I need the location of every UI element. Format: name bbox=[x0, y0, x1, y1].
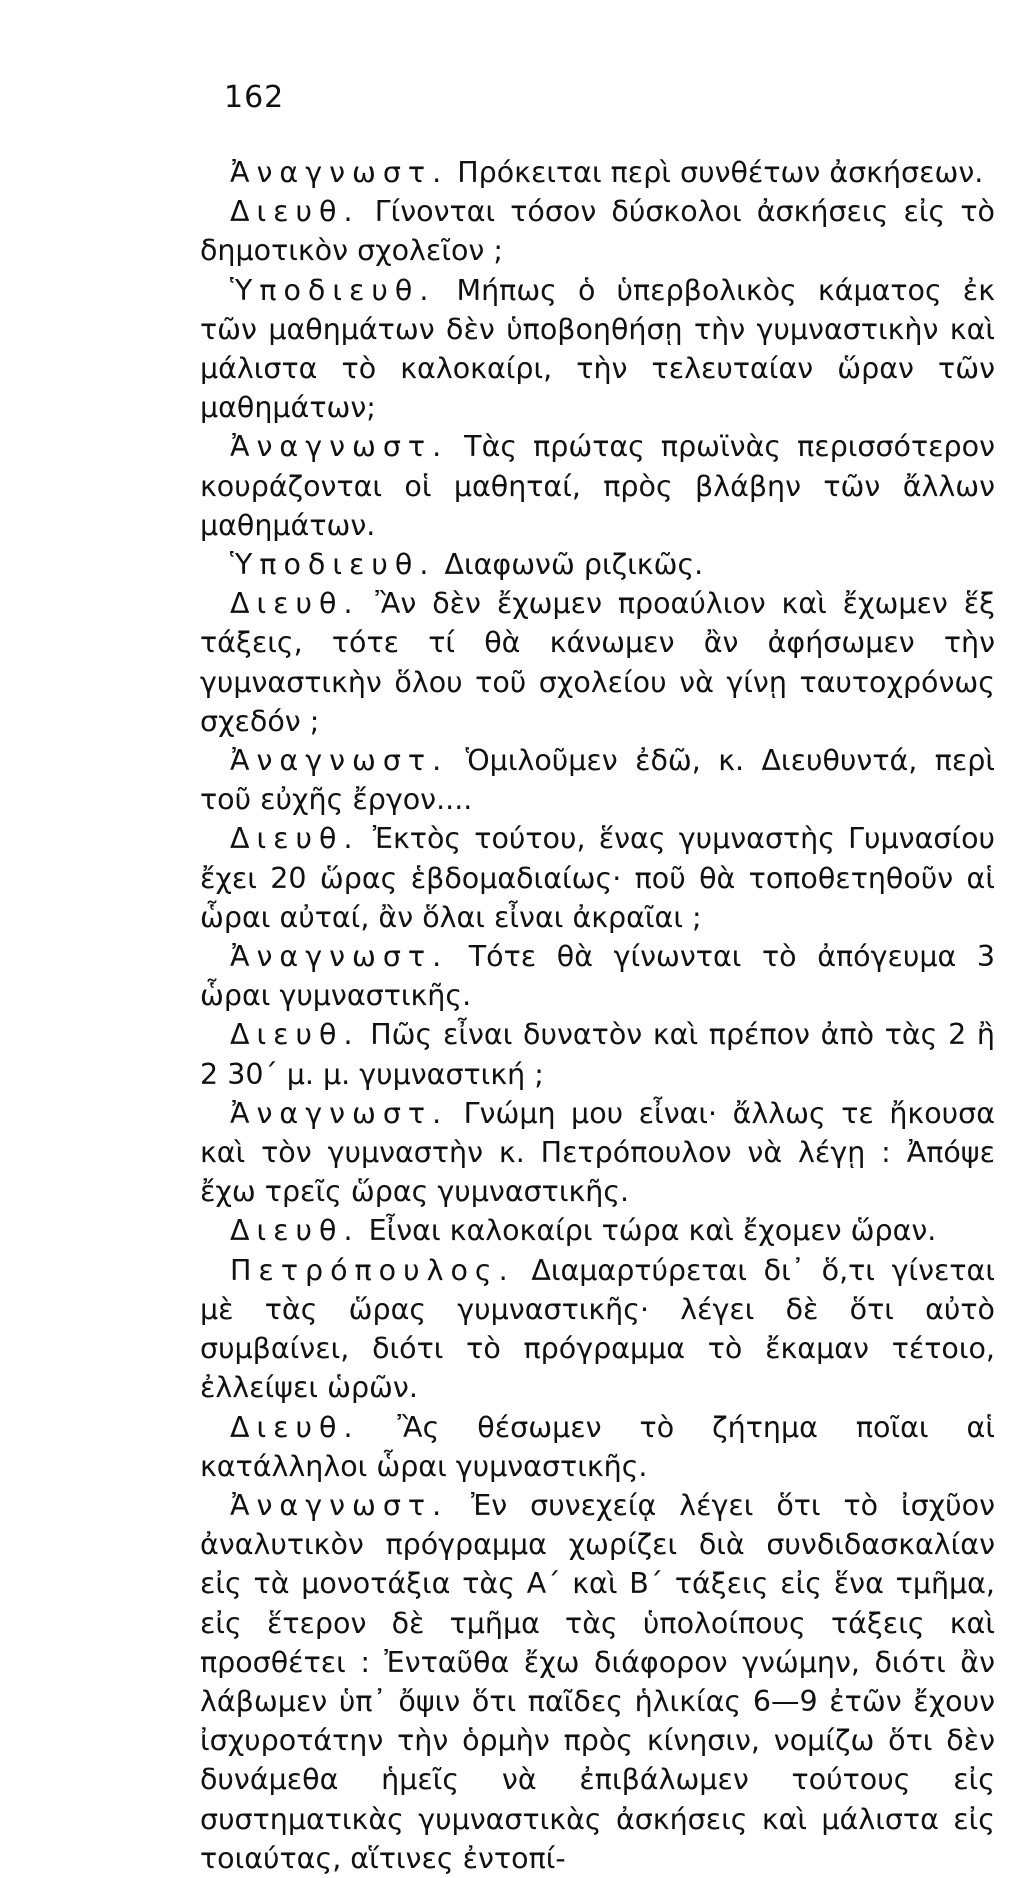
speaker-label: Ἀναγνωστ. bbox=[230, 1488, 449, 1522]
paragraph-text: Μήπως ὁ ὑπερβολικὸς κάματος ἐκ τῶν μαθημάτων δὲν ὑποβοηθήσῃ τὴν γυμναστικὴν καὶ μάλιστα τὸ καλοκαίρι, τὴν τελευταίαν ὥραν τῶν μαθημάτων; bbox=[200, 273, 995, 425]
speaker-label: Ἀναγνωστ. bbox=[230, 940, 449, 974]
speaker-label: Ἀναγνωστ. bbox=[230, 156, 449, 189]
speaker-label: Ἀναγνωστ. bbox=[230, 430, 449, 464]
paragraph bbox=[200, 937, 995, 1015]
paragraph bbox=[200, 271, 995, 428]
speaker-label: Διευθ. bbox=[230, 1214, 360, 1248]
speaker-label: Διευθ. bbox=[230, 195, 360, 229]
paragraph bbox=[200, 545, 995, 584]
paragraph bbox=[200, 192, 995, 270]
paragraph-text: Ὁμιλοῦμεν ἐδῶ, κ. Διευθυντά, περὶ τοῦ εὐχῆς ἔργον.... bbox=[200, 744, 995, 817]
body-text bbox=[200, 153, 995, 1878]
speaker-label: Ὑποδιευθ. bbox=[230, 273, 436, 307]
paragraph-text: Ἐν συνεχείᾳ λέγει ὅτι τὸ ἰσχῦον ἀναλυτικὸν πρόγραμμα χωρίζει διὰ συνδιδασκαλίαν εἰς τὰ μονοτάξια τὰς Α΄ καὶ Β΄ τάξεις εἰς ἕνα τμῆμα, εἰς ἕτερον δὲ τμῆμα τὰς ὑπολοίπους τάξεις καὶ προσθέτει : Ἐνταῦθα ἔχω διάφορον γνώμην, διότι ἂν λάβωμεν ὑπ᾽ ὄψιν ὅτι παῖδες ἡλικίας 6—9 ἐτῶν ἔχουν ἰσχυροτάτην τὴν ὁρμὴν πρὸς κίνησιν, νομίζω ὅτι δὲν δυνάμεθα ἡμεῖς νὰ ἐπιβάλωμεν τούτους εἰς συστηματικὰς γυμναστικὰς ἀσκήσεις καὶ μάλιστα εἰς τοιαύτας, αἵτινες ἐντοπί- bbox=[200, 1488, 995, 1875]
speaker-label: Διευθ. bbox=[230, 1018, 360, 1052]
paragraph-text: Εἶναι καλοκαίρι τώρα καὶ ἔχομεν ὥραν. bbox=[359, 1214, 937, 1248]
paragraph bbox=[200, 1015, 995, 1093]
speaker-label: Διευθ. bbox=[230, 587, 360, 621]
paragraph-text: Ἂν δὲν ἔχωμεν προαύλιον καὶ ἔχωμεν ἕξ τάξεις, τότε τί θὰ κάνωμεν ἂν ἀφήσωμεν τὴν γυμναστικὴν ὅλου τοῦ σχολείου νὰ γίνῃ ταυτοχρόνως σχεδόν ; bbox=[200, 587, 995, 738]
paragraph bbox=[200, 584, 995, 741]
paragraph-text: Γνώμη μου εἶναι· ἄλλως τε ἤκουσα καὶ τὸν γυμναστὴν κ. Πετρόπουλον νὰ λέγῃ : Ἀπόψε ἔχω τρεῖς ὥρας γυμναστικῆς. bbox=[200, 1096, 995, 1209]
paragraph-text: Ἂς θέσωμεν τὸ ζήτημα ποῖαι αἱ κατάλληλοι ὧραι γυμναστικῆς. bbox=[200, 1410, 995, 1483]
paragraph bbox=[200, 1408, 995, 1486]
paragraph bbox=[200, 741, 995, 819]
paragraph bbox=[200, 1486, 995, 1878]
paragraph-text: Τότε θὰ γίνωνται τὸ ἀπόγευμα 3 ὧραι γυμναστικῆς. bbox=[200, 940, 995, 1013]
paragraph bbox=[200, 819, 995, 937]
paragraph bbox=[200, 1251, 995, 1408]
paragraph-text: Ἐκτὸς τούτου, ἕνας γυμναστὴς Γυμνασίου ἔχει 20 ὥρας ἑβδομαδιαίως· ποῦ θὰ τοποθετηθοῦν αἱ ὧραι αὐταί, ἂν ὅλαι εἶναι ἀκραῖαι ; bbox=[200, 822, 995, 934]
paragraph-text: Διαμαρτύρεται δι᾽ ὅ,τι γίνεται μὲ τὰς ὥρας γυμναστικῆς· λέγει δὲ ὅτι αὐτὸ συμβαίνει, διότι τὸ πρόγραμμα τὸ ἔκαμαν τέτοιο, ἐλλείψει ὡρῶν. bbox=[200, 1253, 995, 1405]
paragraph bbox=[200, 1094, 995, 1212]
speaker-label: Διευθ. bbox=[230, 822, 360, 856]
paragraph-text: Πρόκειται περὶ συνθέτων ἀσκήσεων. bbox=[448, 156, 984, 189]
speaker-label: Ὑποδιευθ. bbox=[230, 548, 436, 582]
paragraph-text: Τὰς πρώτας πρωϊνὰς περισσότερον κουράζονται οἱ μαθηταί, πρὸς βλάβην τῶν ἄλλων μαθημάτων. bbox=[200, 430, 995, 542]
paragraph-text: Γίνονται τόσον δύσκολοι ἀσκήσεις εἰς τὸ δημοτικὸν σχολεῖον ; bbox=[200, 195, 995, 268]
speaker-label: Διευθ. bbox=[230, 1410, 360, 1444]
speaker-label: Ἀναγνωστ. bbox=[230, 1096, 449, 1130]
paragraph bbox=[200, 1211, 995, 1250]
page-number: 162 bbox=[224, 80, 285, 115]
paragraph bbox=[200, 427, 995, 545]
speaker-label: Ἀναγνωστ. bbox=[230, 744, 449, 778]
speaker-label: Πετρόπουλος. bbox=[230, 1253, 515, 1287]
paragraph-text: Πῶς εἶναι δυνατὸν καὶ πρέπον ἀπὸ τὰς 2 ἢ 2 30΄ μ. μ. γυμναστική ; bbox=[200, 1018, 995, 1091]
paragraph bbox=[200, 153, 995, 192]
paragraph-text: Διαφωνῶ ριζικῶς. bbox=[435, 548, 704, 582]
